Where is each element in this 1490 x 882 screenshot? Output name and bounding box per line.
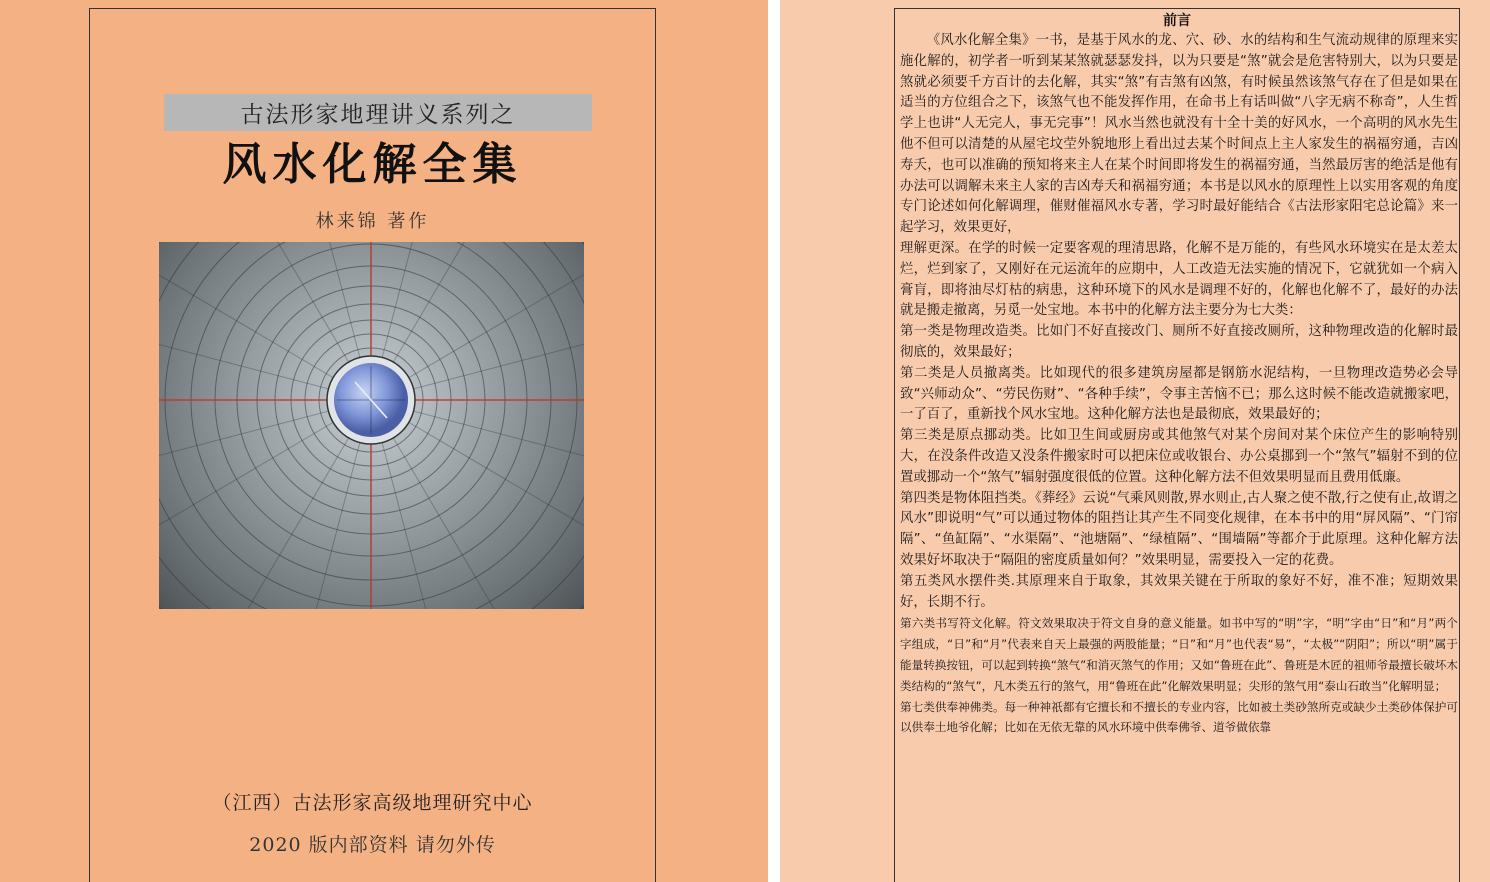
preface-paragraph: 第二类是人员撤离类。比如现代的很多建筑房屋都是钢筋水泥结构，一旦物理改造势必会导致“兴师动众”、“劳民伤财”、“各种手续”，令事主苦恼不已；那么这时候不能改造就搬家吧，一了百了，重新找个风水宝地。这种化解方法也是最彻底，效果最好的； bbox=[900, 365, 1458, 423]
publisher-name: （江西）古法形家高级地理研究中心 bbox=[212, 792, 533, 814]
author-credit: 林来锦 著作 bbox=[315, 211, 430, 232]
preface-paragraph: 第七类供奉神佛类。每一种神祇都有它擅长和不擅长的专业内容，比如被土类砂煞所克或缺少土类砂体保护可以供奉土地爷化解；比如在无依无靠的风水环境中供奉佛爷、道爷做依靠 bbox=[900, 699, 1458, 735]
preface-paragraph: 第五类风水摆件类.其原理来自于取象，其效果关键在于所取的象好不好，准不准；短期效果好，长期不行。 bbox=[900, 573, 1458, 610]
preface-paragraph: 第一类是物理改造类。比如门不好直接改门、厕所不好直接改厕所，这种物理改造的化解时最彻底的，效果最好； bbox=[900, 324, 1458, 360]
series-title: 古法形家地理讲义系列之 bbox=[240, 102, 516, 128]
luopan-compass-photo bbox=[159, 242, 584, 609]
preface-paragraph: 第三类是原点挪动类。比如卫生间或厨房或其他煞气对某个房间对某个床位产生的影响特别大，在没条件改造又没条件搬家时可以把床位或收银台、办公桌挪到一个“煞气”辐射不到的位置或挪动一个“煞气”辐射强度很低的位置。这种化解方法不但效果明显而且费用低廉。 bbox=[900, 428, 1458, 485]
preface-body bbox=[900, 31, 1458, 738]
preface-heading: 前言 bbox=[1163, 13, 1191, 29]
preface-paragraph: 第六类书写符文化解。符文效果取决于符文自身的意义能量。如书中写的“明”字，“明”字由“日”和“月”两个字组成，“日”和“月”代表来自天上最强的两股能量；“日”和“月”也代表“易”，“太极”“阴阳”；所以“明”属于能量转换按钮，可以起到转换“煞气”和消灭煞气的作用；又如“鲁班在此”、鲁班是木匠的祖师爷最擅长破坏木类结构的“煞气”，凡木类五行的煞气，用“鲁班在此”化解效果明显；尖形的煞气用“泰山石敢当”化解明显； bbox=[900, 616, 1458, 693]
book-title: 风水化解全集 bbox=[222, 139, 523, 190]
edition-note: 2020 版内部资料 请勿外传 bbox=[249, 834, 496, 856]
preface-page bbox=[780, 0, 1490, 882]
preface-paragraph: 理解更深。在学的时候一定要客观的理清思路，化解不是万能的，有些风水环境实在是太差太烂，烂到家了，又刚好在元运流年的应期中，人工改造无法实施的情况下，它就犹如一个病入膏肓，即将油尽灯枯的病患，这种环境下的风水是调理不好的，化解也化解不了，最好的办法就是搬走撤离，另觅一处宝地。本书中的化解方法主要分为七大类： bbox=[900, 240, 1458, 319]
preface-paragraph: 第四类是物体阻挡类。《葬经》云说“气乘风则散,界水则止,古人聚之使不散,行之使有止,故谓之风水”即说明“气”可以通过物体的阻挡让其产生不同变化规律，在本书中的用“屏风隔”、“门帘隔”、“鱼缸隔”、“水渠隔”、“池塘隔”、“绿植隔”、“围墙隔”等都介于此原理。这种化解方法效果好坏取决于“隔阻的密度质量如何？”效果明显，需要投入一定的花费。 bbox=[900, 490, 1458, 568]
preface-paragraph: 《风水化解全集》一书，是基于风水的龙、穴、砂、水的结构和生气流动规律的原理来实施化解的，初学者一听到某某煞就瑟瑟发抖，以为只要是“煞”就会是危害特别大，以为只要是煞就必须要千方百计的去化解，其实“煞”有吉煞有凶煞，有时候虽然该煞气存在了但是如果在适当的方位组合之下，该煞气也不能发挥作用，在命书上有话叫做“八字无病不称奇”，人生哲学上也讲“人无完人，事无完事”！风水当然也就没有十全十美的好风水，一个高明的风水先生他不但可以清楚的从屋宅坟茔外貌地形上看出过去某个时间点上主人家发生的祸福穷通，吉凶寿夭，也可以准确的预知将来主人在某个时间即将发生的祸福穷通，当然最厉害的绝活是他有办法可以调解未来主人家的吉凶寿夭和祸福穷通；本书是以风水的原理性上以实用客观的角度专门论述如何化解调理，催财催福风水专著，学习时最好能结合《古法形家阳宅总论篇》来一起学习，效果更好， bbox=[900, 33, 1458, 236]
